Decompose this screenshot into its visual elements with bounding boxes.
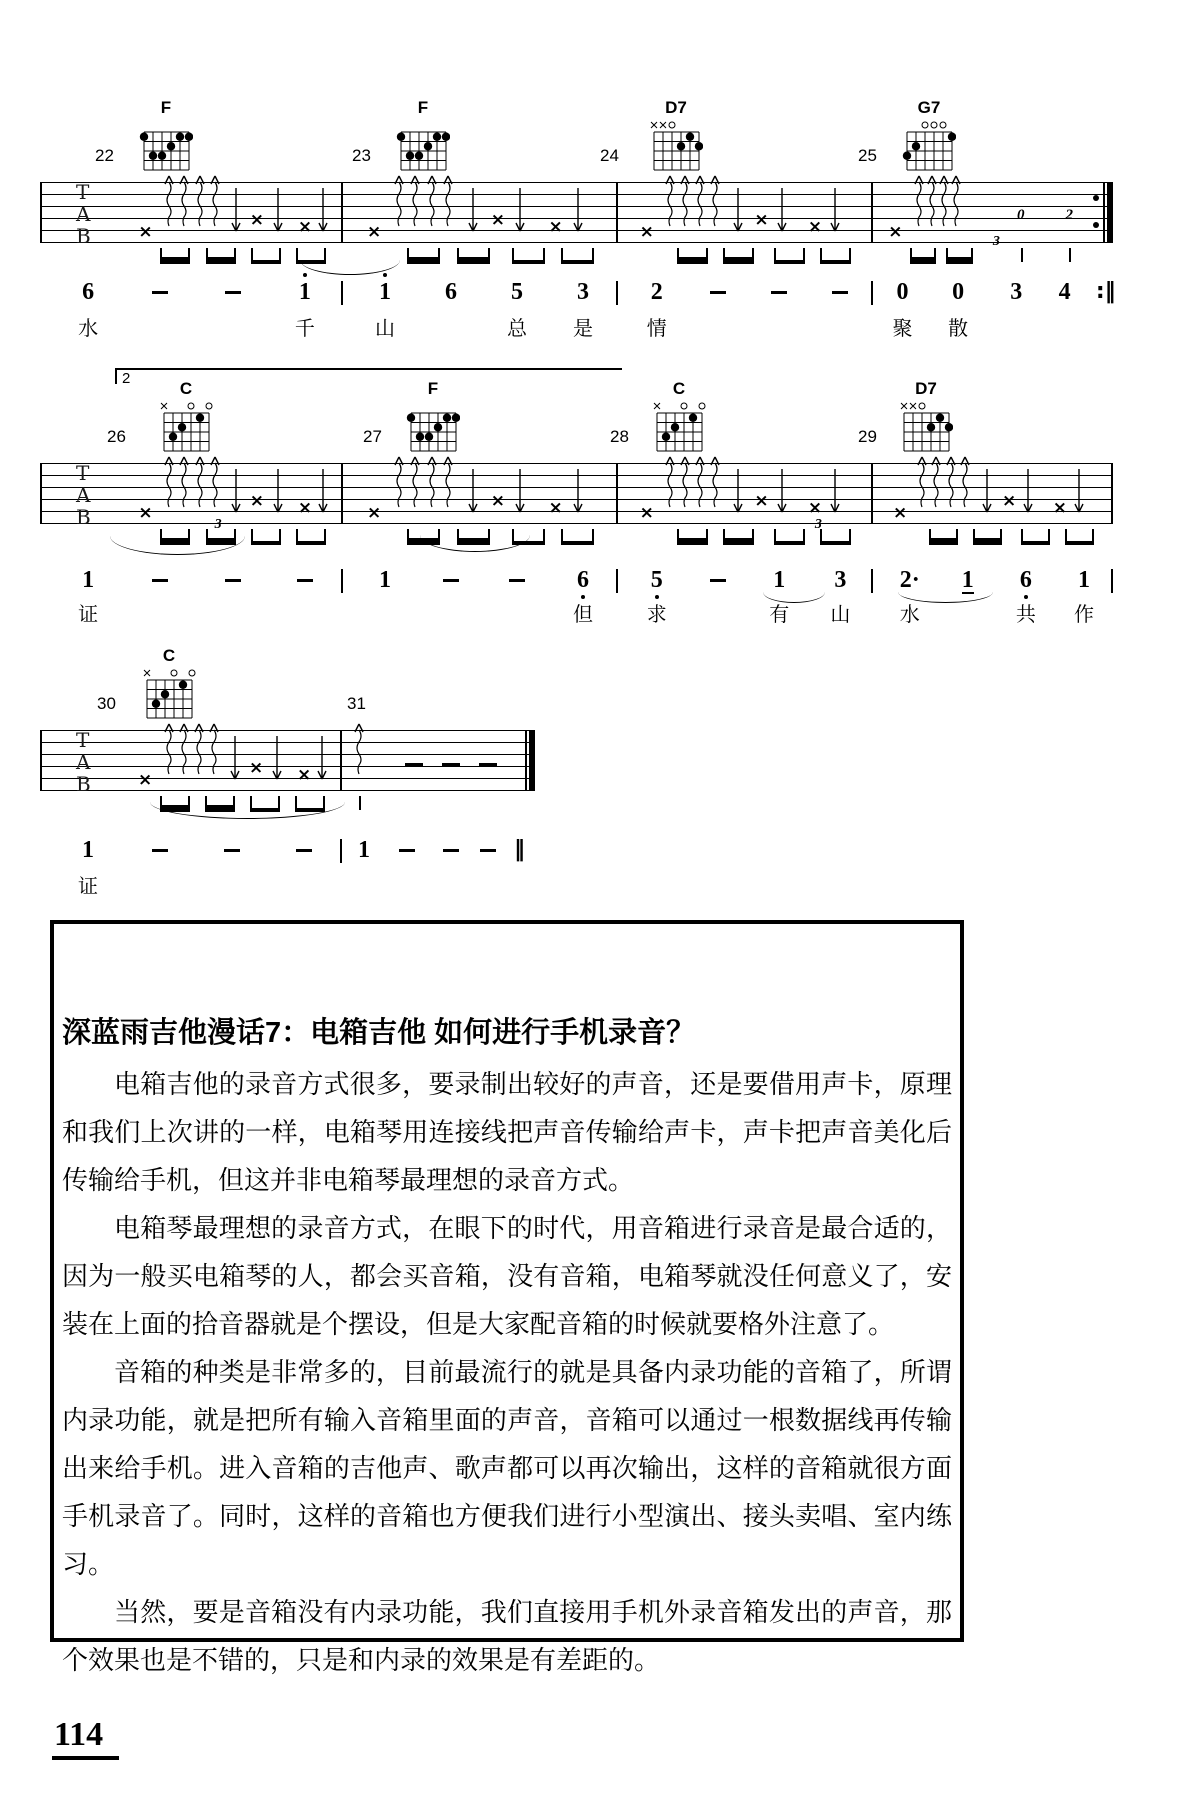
strum-down-icon: [777, 469, 787, 519]
measure-number: 29: [858, 427, 877, 446]
strum-down-icon: [318, 188, 328, 238]
beam-inner: [162, 538, 188, 541]
beam-inner: [459, 257, 488, 260]
jianpu-barline: [871, 569, 873, 593]
barline: [40, 182, 42, 243]
strum-up-icon: [931, 453, 941, 509]
mute-x-icon: ×: [138, 502, 153, 523]
strum-down-icon: [468, 469, 478, 519]
staff-line: [40, 778, 535, 779]
beam-inner: [725, 538, 752, 541]
strum-up-icon: [917, 453, 927, 509]
barline: [1111, 463, 1113, 524]
strum-up-icon: [179, 453, 189, 509]
beam-group: [251, 248, 281, 264]
lyric: 是: [573, 318, 593, 340]
chord-name: C: [162, 646, 176, 665]
chord-diagram: [899, 399, 953, 461]
barline: [340, 730, 342, 791]
tab-clef-letter: A: [76, 483, 91, 507]
jianpu-note: 3: [1010, 279, 1023, 305]
beam-inner: [679, 538, 706, 541]
beam-group: [206, 529, 236, 545]
measure-number: 22: [95, 146, 114, 165]
measure-number: 28: [610, 427, 629, 446]
strum-down-icon: [573, 188, 583, 238]
mute-x-icon: ×: [754, 490, 769, 511]
article-title: 深蓝雨吉他漫话7：电箱吉他 如何进行手机录音？: [62, 1017, 696, 1049]
beam-inner: [679, 257, 706, 260]
barline-thick: [529, 730, 535, 791]
jianpu-note: 6: [82, 279, 95, 305]
jianpu-note: 6: [445, 279, 457, 305]
beam-inner: [459, 538, 488, 541]
mute-x-icon: ×: [754, 209, 769, 230]
beam-group: [457, 529, 490, 545]
strum-up-icon: [695, 453, 705, 509]
jianpu-dash: [710, 579, 726, 582]
jianpu-barline: [871, 281, 873, 305]
strum-up-icon: [710, 453, 720, 509]
strum-up-icon: [443, 172, 453, 228]
chord-name: F: [417, 98, 429, 117]
jianpu-barline: [341, 569, 343, 593]
chord-name: D7: [665, 98, 687, 117]
beam-group: [820, 529, 851, 545]
beam-group: [160, 796, 190, 812]
lyric: 情: [646, 318, 667, 340]
lyric: 证: [78, 876, 98, 898]
mute-x-icon: ×: [807, 216, 823, 237]
strum-up-icon: [946, 453, 956, 509]
jianpu-dash: [296, 849, 312, 852]
strum-up-icon: [710, 172, 720, 228]
strum-up-icon: [939, 172, 949, 228]
beam-inner: [208, 257, 234, 260]
jianpu-end-bar: :‖: [1095, 279, 1116, 304]
beam-group: [457, 248, 490, 264]
hold-dash: [405, 763, 423, 766]
strum-down-icon: [982, 469, 992, 519]
jianpu-note: 1: [82, 837, 94, 863]
strum-up-icon: [680, 453, 690, 509]
beam-group: [1021, 529, 1050, 545]
strum-up-icon: [951, 172, 961, 228]
lyric: 证: [78, 604, 99, 626]
strum-up-icon: [194, 720, 204, 776]
strum-down-icon: [1074, 469, 1084, 519]
strum-up-icon: [210, 172, 220, 228]
strum-up-icon: [394, 172, 404, 228]
strum-up-icon: [179, 172, 189, 228]
chord-name: G7: [917, 98, 941, 117]
slur-arc: [763, 592, 825, 603]
article-paragraph: 电箱吉他的录音方式很多，要录制出较好的声音，还是要借用声卡，原理和我们上次讲的一样，电箱琴用连接线把声音传输给声卡，声卡把声音美化后传输给手机，但这并非电箱琴最理想的录音方式。: [62, 1069, 952, 1195]
barline: [871, 463, 873, 524]
strum-up-icon: [410, 172, 420, 228]
jianpu-dash: [443, 579, 459, 582]
beam-inner: [162, 805, 188, 808]
strum-down-icon: [573, 469, 583, 519]
beam-inner: [975, 538, 1000, 541]
mute-x-icon: ×: [297, 497, 313, 518]
jianpu-dash: [710, 291, 726, 294]
triplet-number: 3: [214, 517, 222, 532]
strum-up-icon: [164, 720, 174, 776]
mute-x-icon: ×: [1001, 490, 1017, 511]
strum-up-icon: [914, 172, 924, 228]
mute-x-icon: ×: [490, 209, 505, 230]
strum-up-icon: [443, 453, 453, 509]
jianpu-note: 1: [1077, 567, 1090, 593]
beam-inner: [912, 257, 935, 260]
jianpu-note: 3: [834, 567, 847, 593]
mute-x-icon: ×: [888, 221, 903, 242]
slur-arc: [898, 592, 993, 603]
tab-clef-letter: T: [76, 180, 90, 204]
jianpu-barline: [616, 569, 618, 593]
mute-x-icon: ×: [249, 757, 264, 778]
lyric: 共: [1015, 604, 1036, 626]
chord-diagram: [406, 399, 460, 461]
strum-down-icon: [318, 469, 328, 519]
tab-clef-letter: A: [76, 750, 91, 774]
jianpu-note: 1: [379, 279, 391, 305]
strum-up-icon: [960, 453, 970, 509]
strum-up-icon: [665, 172, 675, 228]
beam-group: [295, 796, 325, 812]
lyric: 有: [769, 604, 790, 626]
tab-clef-letter: B: [76, 505, 91, 529]
beam-inner: [409, 538, 438, 541]
jianpu-note: 1: [82, 567, 95, 593]
barline: [40, 463, 42, 524]
note-stem: [1069, 248, 1071, 262]
strum-down-icon: [468, 188, 478, 238]
barline: [341, 182, 343, 243]
jianpu-note: 0: [896, 279, 909, 305]
strum-up-icon: [195, 172, 205, 228]
beam-group: [561, 248, 594, 264]
beam-group: [774, 529, 805, 545]
beam-group: [910, 248, 937, 264]
mute-x-icon: ×: [138, 221, 153, 242]
staff-line: [40, 742, 535, 743]
barline-thin: [1103, 182, 1105, 243]
strum-down-icon: [231, 469, 241, 519]
strum-up-icon: [164, 172, 174, 228]
jianpu-note: 2·: [899, 567, 920, 593]
chord-diagram: [649, 118, 703, 180]
strum-down-icon: [273, 469, 283, 519]
strum-up-icon: [680, 172, 690, 228]
jianpu-note: 5: [650, 567, 663, 593]
beam-group: [251, 529, 281, 545]
lyric: 但: [573, 604, 593, 626]
jianpu-dash: [297, 579, 313, 582]
mute-x-icon: ×: [639, 502, 654, 523]
lyric: 水: [899, 604, 920, 626]
beam-group: [723, 529, 754, 545]
jianpu-dash: [152, 579, 168, 582]
staff-line: [40, 730, 535, 731]
beam-group: [929, 529, 958, 545]
barline: [341, 463, 343, 524]
measure-number: 27: [363, 427, 382, 446]
jianpu-note: 6: [577, 567, 589, 593]
mute-x-icon: ×: [490, 490, 505, 511]
beam-group: [677, 248, 708, 264]
staff-line: [40, 790, 535, 791]
mute-x-icon: ×: [548, 216, 563, 237]
measure-number: 25: [858, 146, 877, 165]
jianpu-dash: [509, 579, 525, 582]
beam-group: [512, 248, 545, 264]
mute-x-icon: ×: [639, 221, 654, 242]
tab-clef-letter: B: [76, 772, 91, 796]
beam-group: [1065, 529, 1094, 545]
jianpu-note: 1: [379, 567, 391, 593]
beam-group: [512, 529, 545, 545]
lyric: 作: [1073, 604, 1094, 626]
jianpu-dash: [480, 849, 496, 852]
barline-thick: [1107, 182, 1113, 243]
beam-group: [160, 529, 190, 545]
jianpu-note: 3: [577, 279, 589, 305]
chord-name: F: [160, 98, 172, 117]
chord-diagram: [652, 399, 706, 461]
beam-inner: [409, 257, 438, 260]
mute-x-icon: ×: [367, 221, 382, 242]
repeat-dot: [1093, 222, 1099, 228]
jianpu-dash: [832, 291, 848, 294]
article-paragraph: 当然，要是音箱没有内录功能，我们直接用手机外录音箱发出的声音，那个效果也是不错的，只是和内录的效果是有差距的。: [62, 1597, 952, 1675]
beam-group: [250, 796, 280, 812]
jianpu-dash: [225, 291, 241, 294]
repeat-dot: [1093, 195, 1099, 201]
strum-down-icon: [272, 736, 282, 786]
mute-x-icon: ×: [297, 216, 313, 237]
mute-x-icon: ×: [807, 497, 823, 518]
page-number: 114: [52, 1716, 119, 1760]
article-body: [62, 1060, 952, 1684]
beam-inner: [208, 538, 234, 541]
strum-up-icon: [427, 453, 437, 509]
beam-group: [206, 248, 236, 264]
tab-clef-letter: T: [76, 728, 90, 752]
mute-x-icon: ×: [249, 490, 264, 511]
strum-down-icon: [733, 469, 743, 519]
beam-group: [561, 529, 594, 545]
barline: [616, 463, 618, 524]
strum-down-icon: [830, 188, 840, 238]
jianpu-dash: [152, 291, 168, 294]
beam-group: [820, 248, 851, 264]
tab-clef-letter: A: [76, 202, 91, 226]
beam-group: [205, 796, 235, 812]
tab-fret-number: 0: [1017, 207, 1025, 223]
barline: [871, 182, 873, 243]
chord-name: F: [427, 379, 439, 398]
lyric: 总: [507, 318, 527, 340]
strum-down-icon: [515, 469, 525, 519]
beam-group: [677, 529, 708, 545]
strum-up-icon: [195, 453, 205, 509]
article-box: [50, 920, 964, 1675]
jianpu-dash: [399, 849, 415, 852]
lyric: 散: [948, 318, 969, 340]
staff-line: [40, 754, 535, 755]
beam-group: [407, 529, 440, 545]
barline-thin: [525, 730, 527, 791]
strum-up-icon: [210, 453, 220, 509]
jianpu-note: 4: [1058, 279, 1071, 305]
jianpu-note: 1: [961, 567, 974, 593]
jianpu-note: 2: [650, 279, 663, 305]
jianpu-dash: [443, 849, 459, 852]
jianpu-dash: [771, 291, 787, 294]
note-stem: [1021, 248, 1023, 262]
lyric: 求: [646, 604, 667, 626]
staff-line: [40, 242, 1113, 243]
measure-number: 26: [107, 427, 126, 446]
jianpu-note: 0: [952, 279, 965, 305]
mute-x-icon: ×: [297, 764, 312, 785]
strum-up-icon: [354, 720, 364, 776]
chord-name: D7: [915, 379, 937, 398]
jianpu-barline: [341, 281, 343, 305]
lyric: 水: [78, 318, 99, 340]
volta-label: 2: [122, 370, 131, 387]
jianpu-note: 5: [511, 279, 523, 305]
lyric: 山: [830, 604, 851, 626]
article-paragraph: 电箱琴最理想的录音方式，在眼下的时代，用音箱进行录音是最合适的，因为一般买电箱琴的人，都会买音箱，没有音箱，电箱琴就没任何意义了，安装在上面的拾音器就是个摆设，但是大家配音箱的时候就要格外注意了。: [62, 1213, 952, 1339]
beam-group: [946, 248, 973, 264]
strum-up-icon: [927, 172, 937, 228]
chord-diagram: [902, 118, 956, 180]
strum-down-icon: [230, 736, 240, 786]
barline: [616, 182, 618, 243]
jianpu-end-bar: ‖: [513, 837, 525, 862]
beam-group: [296, 248, 326, 264]
note-stem: [359, 796, 361, 810]
strum-down-icon: [317, 736, 327, 786]
strum-up-icon: [179, 720, 189, 776]
hold-dash: [442, 763, 460, 766]
beam-group: [407, 248, 440, 264]
strum-up-icon: [695, 172, 705, 228]
strum-up-icon: [394, 453, 404, 509]
strum-down-icon: [273, 188, 283, 238]
triplet-number: 3: [814, 517, 822, 532]
chord-diagram: [142, 666, 196, 728]
article-paragraph: 音箱的种类是非常多的，目前最流行的就是具备内录功能的音箱了，所谓内录功能，就是把所有输入音箱里面的声音，音箱可以通过一根数据线再传输出来给手机。进入音箱的吉他声、歌声都可以再次输出，这样的音箱就很方面手机录音了。同时，这样的音箱也方便我们进行小型演出、接头卖唱、室内练习。: [62, 1357, 952, 1579]
jianpu-note: 1: [358, 837, 371, 863]
strum-down-icon: [515, 188, 525, 238]
strum-up-icon: [665, 453, 675, 509]
mute-x-icon: ×: [1052, 497, 1067, 518]
hold-dash: [479, 763, 497, 766]
mute-x-icon: ×: [893, 502, 908, 523]
jianpu-note: 1: [773, 567, 786, 593]
measure-number: 31: [347, 694, 366, 713]
beam-inner: [162, 257, 188, 260]
triplet-number: 3: [992, 234, 1000, 249]
jianpu-barline: [1111, 569, 1113, 593]
mute-x-icon: ×: [548, 497, 563, 518]
strum-down-icon: [231, 188, 241, 238]
chord-name: C: [672, 379, 686, 398]
jianpu-dash: [224, 849, 240, 852]
chord-diagram: [159, 399, 213, 461]
chord-diagram: [396, 118, 450, 180]
staff-line: [40, 523, 1113, 524]
beam-group: [296, 529, 326, 545]
barline: [40, 730, 42, 791]
beam-group: [723, 248, 754, 264]
beam-group: [973, 529, 1002, 545]
lyric: 山: [375, 318, 395, 340]
staff-line: [40, 766, 535, 767]
strum-up-icon: [427, 172, 437, 228]
strum-down-icon: [733, 188, 743, 238]
chord-name: C: [179, 379, 193, 398]
beam-group: [160, 248, 190, 264]
strum-up-icon: [164, 453, 174, 509]
measure-number: 30: [97, 694, 116, 713]
mute-x-icon: ×: [367, 502, 382, 523]
lyric: 聚: [892, 318, 913, 340]
strum-down-icon: [777, 188, 787, 238]
jianpu-dash: [152, 849, 168, 852]
mute-x-icon: ×: [138, 769, 153, 790]
strum-up-icon: [410, 453, 420, 509]
measure-number: 23: [352, 146, 371, 165]
mute-x-icon: ×: [249, 209, 264, 230]
strum-down-icon: [1023, 469, 1033, 519]
tab-clef-letter: T: [76, 461, 90, 485]
jianpu-barline: [340, 839, 342, 863]
beam-inner: [948, 257, 971, 260]
measure-number: 24: [600, 146, 619, 165]
beam-inner: [207, 805, 233, 808]
chord-diagram: [139, 118, 193, 180]
beam-inner: [725, 257, 752, 260]
jianpu-note: 1: [298, 279, 311, 305]
jianpu-barline: [616, 281, 618, 305]
jianpu-dash: [225, 579, 241, 582]
beam-inner: [931, 538, 956, 541]
tab-fret-number: 2: [1065, 207, 1073, 223]
strum-up-icon: [209, 720, 219, 776]
jianpu-note: 6: [1019, 567, 1032, 593]
beam-group: [774, 248, 805, 264]
lyric: 千: [294, 318, 315, 340]
tab-clef-letter: B: [76, 224, 91, 248]
strum-down-icon: [830, 469, 840, 519]
